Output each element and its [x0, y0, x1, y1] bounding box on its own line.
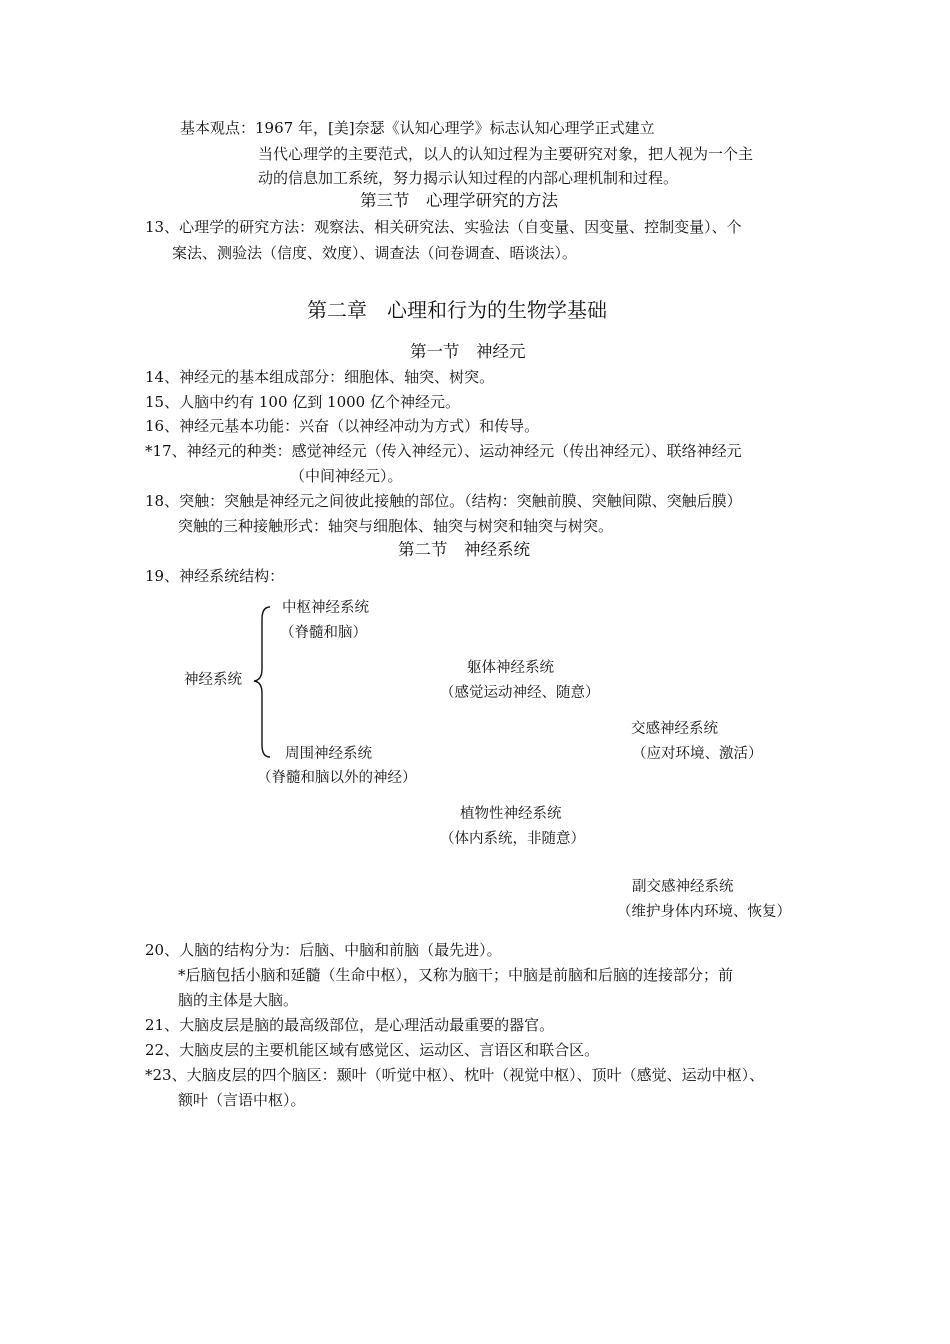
item-16: 16、神经元基本功能：兴奋（以神经冲动为方式）和传导。: [145, 417, 540, 435]
tree-pns-note: （脊髓和脑以外的神经）: [257, 770, 417, 786]
tree-pns: 周围神经系统: [285, 746, 372, 762]
tree-cns-note: （脊髓和脑）: [280, 625, 367, 641]
item-20-note-line-2: 脑的主体是大脑。: [178, 991, 299, 1009]
tree-somatic-note: （感觉运动神经、随意）: [440, 685, 600, 701]
tree-root: 神经系统: [184, 672, 242, 688]
intro-line-2: 当代心理学的主要范式，以人的认知过程为主要研究对象，把人视为一个主: [258, 145, 754, 163]
item-18-line-2: 突触的三种接触形式：轴突与细胞体、轴突与树突和轴突与树突。: [178, 517, 614, 535]
tree-autonomic: 植物性神经系统: [460, 806, 562, 822]
item-23-line-2: 额叶（言语中枢）。: [178, 1091, 306, 1109]
chapter-title: 第二章 心理和行为的生物学基础: [307, 298, 607, 322]
section-title-2: 第二节 神经系统: [398, 540, 530, 559]
item-13-line-2: 案法、测验法（信度、效度）、调查法（问卷调查、晤谈法）。: [172, 244, 578, 262]
intro-line-1: 基本观点：1967 年，[美]奈瑟《认知心理学》标志认知心理学正式建立: [180, 119, 655, 137]
tree-cns: 中枢神经系统: [282, 600, 369, 616]
item-20: 20、人脑的结构分为：后脑、中脑和前脑（最先进）。: [145, 941, 502, 959]
section-title-1: 第一节 神经元: [410, 342, 526, 361]
item-13-line-1: 13、心理学的研究方法：观察法、相关研究法、实验法（自变量、因变量、控制变量）、个: [145, 218, 742, 236]
tree-somatic: 躯体神经系统: [467, 660, 554, 676]
tree-sympathetic-note: （应对环境、激活）: [632, 746, 763, 762]
item-23-line-1: *23、大脑皮层的四个脑区：颞叶（听觉中枢）、枕叶（视觉中枢）、顶叶（感觉、运动中枢）、: [145, 1066, 765, 1084]
tree-autonomic-note: （体内系统，非随意）: [440, 831, 585, 847]
item-19: 19、神经系统结构：: [145, 567, 285, 585]
item-21: 21、大脑皮层是脑的最高级部位，是心理活动最重要的器官。: [145, 1016, 555, 1034]
tree-parasympathetic-note: （维护身体内环境、恢复）: [617, 904, 791, 920]
item-15: 15、人脑中约有 100 亿到 1000 亿个神经元。: [145, 393, 460, 411]
tree-sympathetic: 交感神经系统: [631, 721, 718, 737]
tree-parasympathetic: 副交感神经系统: [632, 879, 734, 895]
item-14: 14、神经元的基本组成部分：细胞体、轴突、树突。: [145, 368, 495, 386]
item-17-line-1: *17、神经元的种类：感觉神经元（传入神经元）、运动神经元（传出神经元）、联络神经元: [145, 442, 742, 460]
section-title-3: 第三节 心理学研究的方法: [360, 191, 558, 210]
intro-line-3: 动的信息加工系统，努力揭示认知过程的内部心理机制和过程。: [258, 169, 679, 187]
item-17-line-2: （中间神经元）。: [290, 467, 403, 485]
curly-brace-icon: [248, 605, 274, 760]
item-20-note-line-1: *后脑包括小脑和延髓（生命中枢），又称为脑干；中脑是前脑和后脑的连接部分；前: [178, 966, 734, 984]
item-22: 22、大脑皮层的主要机能区域有感觉区、运动区、言语区和联合区。: [145, 1041, 600, 1059]
item-18-line-1: 18、突触：突触是神经元之间彼此接触的部位。（结构：突触前膜、突触间隙、突触后膜）: [145, 492, 742, 510]
